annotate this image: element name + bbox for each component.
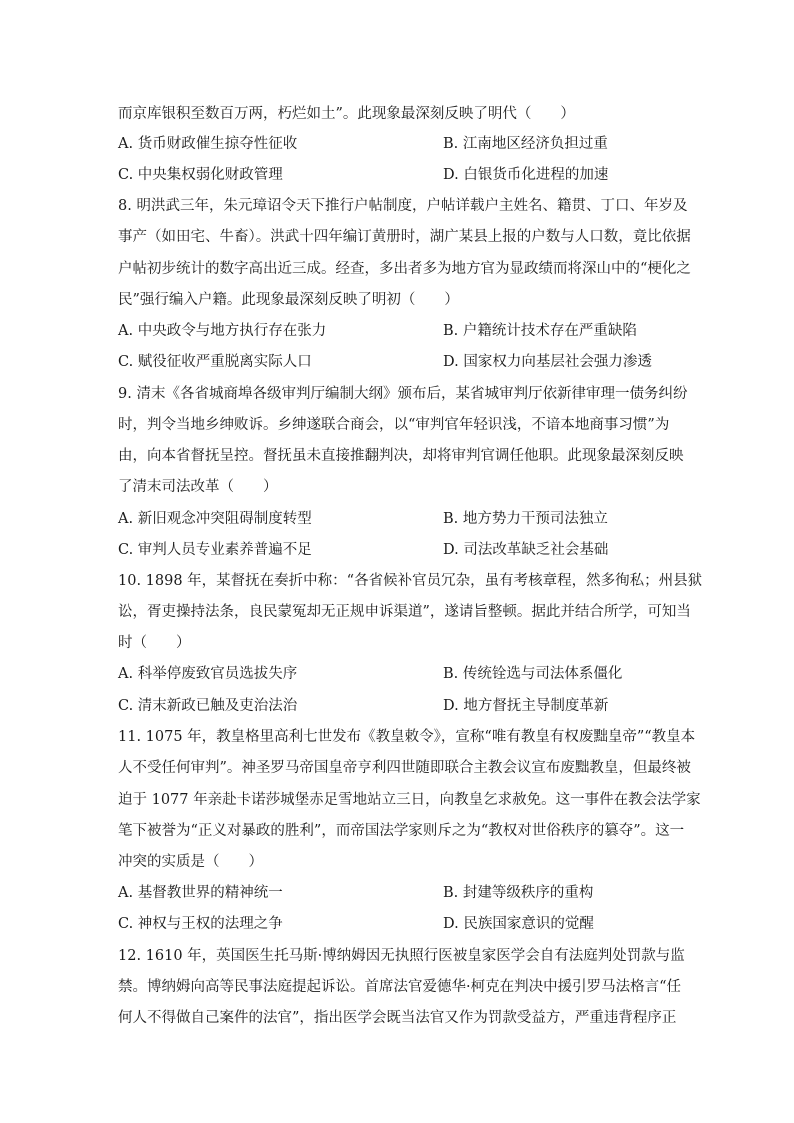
q10-option-c: C. 清末新政已触及吏治法治	[118, 698, 298, 714]
q9-option-b: B. 地方势力干预司法独立	[443, 511, 608, 527]
q10-option-d: D. 地方督抚主导制度革新	[443, 698, 609, 714]
q11-option-a: A. 基督教世界的精神统一	[118, 885, 283, 901]
q12-line-1: 12. 1610 年，英国医生托马斯·博纳姆因无执照行医被皇家医学会自有法庭判处罚款与监	[118, 948, 685, 964]
q11-option-d: D. 民族国家意识的觉醒	[443, 916, 594, 932]
q8-line-4: 民”强行编入户籍。此现象最深刻反映了明初（ ）	[118, 292, 459, 308]
q10-line-1: 10. 1898 年，某督抚在奏折中称：“各省候补官员冗杂，虽有考核章程，然多徇私；州县狱	[118, 573, 703, 589]
q8-option-b: B. 户籍统计技术存在严重缺陷	[443, 323, 637, 339]
q10-option-a: A. 科举停废致官员选拔失序	[118, 666, 298, 682]
q7-option-b: B. 江南地区经济负担过重	[443, 136, 608, 152]
q9-line-4: 了清末司法改革（ ）	[118, 479, 278, 495]
q11-line-2: 人不受任何审判”。神圣罗马帝国皇帝亨利四世随即联合主教会议宣布废黜教皇，但最终被	[118, 760, 691, 776]
q9-line-1: 9. 清末《各省城商埠各级审判厅编制大纲》颁布后，某省城审判厅依新律审理一债务纠纷	[118, 386, 688, 402]
q7-option-a: A. 货币财政催生掠夺性征收	[118, 136, 298, 152]
q8-line-2: 事产（如田宅、牛畜）。洪武十四年编订黄册时，湖广某县上报的户数与人口数，竟比依据	[118, 229, 691, 245]
q11-line-4: 笔下被誉为“正义对暴政的胜利”，而帝国法学家则斥之为“教权对世俗秩序的篡夺”。这一	[118, 823, 685, 839]
q11-option-c: C. 神权与王权的法理之争	[118, 916, 283, 932]
q11-option-b: B. 封建等级秩序的重构	[443, 885, 594, 901]
q10-option-b: B. 传统铨选与司法体系僵化	[443, 666, 623, 682]
q8-line-3: 户帖初步统计的数字高出近三成。经查，多出者多为地方官为显政绩而将深山中的“梗化之	[118, 261, 691, 277]
q7-option-d: D. 白银货币化进程的加速	[443, 167, 609, 183]
q11-line-3: 迫于 1077 年亲赴卡诺莎城堡赤足雪地站立三日，向教皇乞求赦免。这一事件在教会法学家	[118, 792, 701, 808]
q9-option-a: A. 新旧观念冲突阻碍制度转型	[118, 511, 312, 527]
q9-line-3: 由，向本省督抚呈控。督抚虽未直接推翻判决，却将审判官调任他职。此现象最深刻反映	[118, 448, 684, 464]
q9-option-c: C. 审判人员专业素养普遍不足	[118, 542, 312, 558]
q11-line-1: 11. 1075 年，教皇格里高利七世发布《教皇敕令》，宣称“唯有教皇有权废黜皇帝”“教皇本	[118, 729, 696, 745]
q11-line-5: 冲突的实质是（ ）	[118, 854, 263, 870]
q8-line-1: 8. 明洪武三年，朱元璋诏令天下推行户帖制度，户帖详载户主姓名、籍贯、丁口、年岁及	[118, 198, 688, 214]
q12-line-3: 何人不得做自己案件的法官”，指出医学会既当法官又作为罚款受益方，严重违背程序正	[118, 1010, 677, 1026]
q10-line-2: 讼，胥吏操持法条，良民蒙冤却无正规申诉渠道”，遂请旨整顿。据此并结合所学，可知当	[118, 604, 691, 620]
q8-option-d: D. 国家权力向基层社会强力渗透	[443, 354, 652, 370]
q9-option-d: D. 司法改革缺乏社会基础	[443, 542, 609, 558]
q10-line-3: 时（ ）	[118, 635, 191, 651]
q7-option-c: C. 中央集权弱化财政管理	[118, 167, 283, 183]
q8-option-c: C. 赋役征收严重脱离实际人口	[118, 354, 312, 370]
q9-line-2: 时，判令当地乡绅败诉。乡绅遂联合商会，以“审判官年轻识浅，不谙本地商事习惯”为	[118, 417, 670, 433]
q8-option-a: A. 中央政令与地方执行存在张力	[118, 323, 327, 339]
q7-text-tail: 而京库银积至数百万两，朽烂如土”。此现象最深刻反映了明代（ ）	[118, 106, 575, 122]
q12-line-2: 禁。博纳姆向高等民事法庭提起诉讼。首席法官爱德华·柯克在判决中援引罗马法格言“任	[118, 979, 682, 995]
